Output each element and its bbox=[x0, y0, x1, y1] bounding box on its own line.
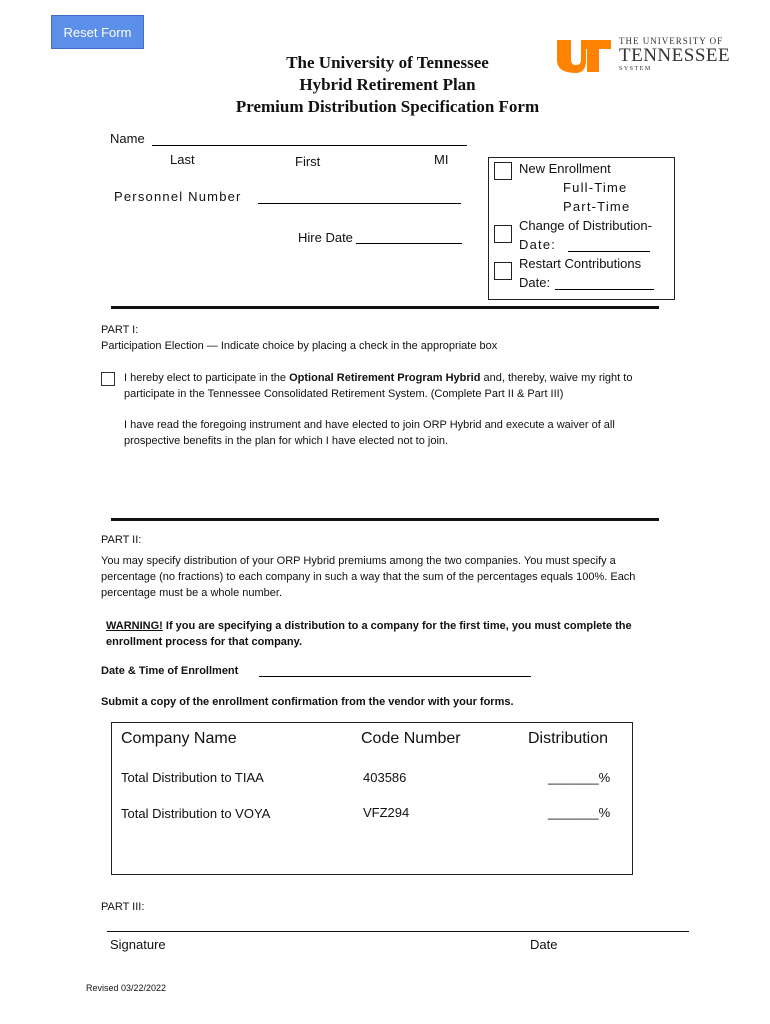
signature-label: Signature bbox=[110, 937, 166, 952]
ut-power-t-icon bbox=[555, 38, 613, 74]
table-row-voya-company: Total Distribution to VOYA bbox=[121, 806, 271, 821]
change-distribution-checkbox[interactable] bbox=[494, 225, 512, 243]
signature-line[interactable] bbox=[107, 931, 689, 932]
revised-date: Revised 03/22/2022 bbox=[86, 983, 167, 993]
enrollment-date-label: Date & Time of Enrollment bbox=[101, 665, 239, 677]
orp-hybrid-election-checkbox[interactable] bbox=[101, 372, 115, 386]
personnel-number-label: Personnel Number bbox=[114, 189, 242, 204]
part2-para-line1: You may specify distribution of your ORP Hybrid premiums among the two companies. You must specify a bbox=[101, 555, 616, 567]
logo-text-3: SYSTEM bbox=[619, 66, 652, 72]
table-header-company: Company Name bbox=[121, 730, 237, 747]
first-label: First bbox=[295, 154, 321, 169]
enrollment-date-field[interactable] bbox=[259, 676, 531, 677]
logo-text-1: THE UNIVERSITY OF bbox=[619, 36, 724, 46]
reset-form-button[interactable]: Reset Form bbox=[51, 15, 144, 49]
election-text-post: and, thereby, waive my right to bbox=[480, 372, 633, 384]
hire-date-field[interactable] bbox=[356, 243, 462, 244]
table-row-tiaa-company: Total Distribution to TIAA bbox=[121, 770, 264, 785]
restart-contributions-checkbox[interactable] bbox=[494, 262, 512, 280]
table-row-tiaa-distribution[interactable]: _______% bbox=[548, 770, 611, 785]
new-enrollment-checkbox[interactable] bbox=[494, 162, 512, 180]
election-text-bold: Optional Retirement Program Hybrid bbox=[289, 372, 481, 384]
change-date-field[interactable] bbox=[568, 251, 650, 252]
part1-heading: PART I: bbox=[101, 324, 139, 336]
part2-heading: PART II: bbox=[101, 534, 142, 546]
mi-label: MI bbox=[434, 152, 449, 167]
table-row-tiaa-code: 403586 bbox=[363, 770, 407, 785]
section-divider-1 bbox=[111, 306, 659, 309]
waiver-text-line1: I have read the foregoing instrument and have elected to join ORP Hybrid and execute a waiver of all bbox=[124, 419, 615, 431]
waiver-text-line2: prospective benefits in the plan for which I have elected not to join. bbox=[124, 435, 449, 447]
warning-label: WARNING! bbox=[106, 620, 163, 632]
restart-date-field[interactable] bbox=[555, 289, 654, 290]
change-date-label: Date: bbox=[519, 237, 557, 252]
personnel-number-field[interactable] bbox=[258, 203, 461, 204]
part3-heading: PART III: bbox=[101, 901, 145, 913]
title-line-1: The University of Tennessee bbox=[286, 53, 489, 72]
title-line-3: Premium Distribution Specification Form bbox=[235, 97, 540, 116]
form-title bbox=[200, 52, 575, 118]
part2-para-line3: percentage must be a whole number. bbox=[101, 587, 283, 599]
section-divider-2 bbox=[111, 518, 659, 521]
table-row-voya-distribution[interactable]: _______% bbox=[548, 805, 611, 820]
election-text-pre: I hereby elect to participate in the bbox=[124, 372, 290, 384]
election-statement bbox=[124, 370, 632, 386]
part2-para-line2: percentage (no fractions) to each company in such a way that the sum of the percentages equals 100%. Each bbox=[101, 571, 636, 583]
table-header-code: Code Number bbox=[361, 730, 461, 747]
hire-date-label: Hire Date bbox=[298, 230, 353, 245]
title-line-2: Hybrid Retirement Plan bbox=[299, 75, 476, 94]
warning-text-line2: enrollment process for that company. bbox=[106, 636, 303, 648]
warning-note bbox=[106, 618, 632, 634]
name-label: Name bbox=[110, 131, 145, 146]
date-label: Date bbox=[530, 937, 558, 952]
table-row-voya-code: VFZ294 bbox=[363, 805, 410, 820]
restart-date-label: Date: bbox=[519, 275, 551, 290]
part1-instruction: Participation Election — Indicate choice by placing a check in the appropriate box bbox=[101, 340, 498, 352]
election-text-line2: participate in the Tennessee Consolidated Retirement System. (Complete Part II & Part III) bbox=[124, 388, 564, 400]
part-time-label: Part-Time bbox=[563, 199, 631, 214]
table-header-distribution: Distribution bbox=[528, 730, 609, 747]
ut-logo bbox=[555, 36, 740, 76]
full-time-label: Full-Time bbox=[563, 180, 628, 195]
name-field[interactable] bbox=[152, 145, 467, 146]
new-enrollment-label: New Enrollment bbox=[519, 161, 611, 176]
change-distribution-label: Change of Distribution- bbox=[519, 218, 652, 233]
last-label: Last bbox=[170, 152, 195, 167]
logo-text-2: TENNESSEE bbox=[619, 45, 731, 66]
restart-contributions-label: Restart Contributions bbox=[519, 256, 642, 271]
warning-text: If you are specifying a distribution to a company for the first time, you must complete the bbox=[162, 620, 632, 632]
submit-note: Submit a copy of the enrollment confirmation from the vendor with your forms. bbox=[101, 696, 514, 708]
